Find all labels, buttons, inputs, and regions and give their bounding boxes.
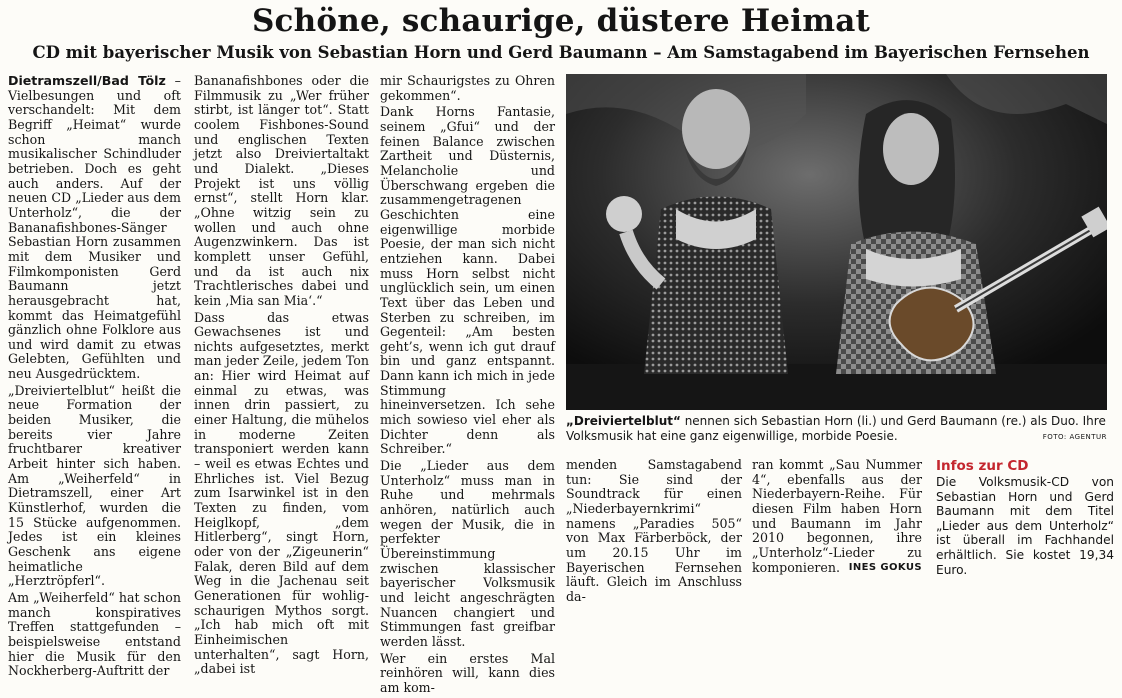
paragraph: mir Schaurigstes zu Ohren gekommen“.: [380, 73, 555, 103]
photo-caption: [566, 414, 1107, 443]
paragraph: ran kommt „Sau Nummer 4“, ebenfalls aus der Niederbayern-Reihe. Für diesen Film haben Horn und Baumann im Jahr 2010 begonnen, ihre „Unterholz“-Lieder zu komponieren. INES GOKUS: [752, 457, 922, 575]
caption-lead: „Dreiviertelblut“: [566, 414, 681, 428]
caption-text: nennen sich Sebastian Horn (li.) und Gerd Baumann (re.) als Duo. Ihre Volksmusik hat eine ganz eigenwillige, morbide Poesie.: [566, 414, 1106, 443]
paragraph: Bananafishbones oder die Filmmusik zu „Wer früher stirbt, ist länger tot“. Statt coolem Fishbones-Sound und englischen Texten jetzt also Dreiviertaltakt und Dialekt. „Dieses Projekt ist uns völlig ernst“, stellt Horn klar. „Ohne witzig sein zu wollen und auch ohne Augenzwinkern. Das ist komplett unser Gefühl, und da ist auch nix Trachtlerisches dabei und kein ‚Mia san Mia‘.“: [194, 73, 369, 308]
info-box-title: Infos zur CD: [936, 458, 1029, 474]
paragraph: Dietramszell/Bad Tölz – Vielbesungen und oft verschandelt: Mit dem Begriff „Heimat“ wurde schon manch musikalischer Schindluder betrieben. Doch es geht auch anders. Auf der neuen CD „Lieder aus dem Unterholz“, die der Bananafishbones-Sänger Sebastian Horn zusammen mit dem Musiker und Filmkomponisten Gerd Baumann jetzt herausgebracht hat, kommt das Heimatgefühl gänzlich ohne Folklore aus und wird damit zu etwas Gelebten, Gefühlten und neu Ausgedrücktem.: [8, 73, 181, 382]
duo-photo-illustration: [566, 74, 1107, 410]
headline: Schöne, schaurige, düstere Heimat: [251, 3, 871, 39]
article-column-1: [8, 74, 181, 681]
article-column-4: [566, 458, 742, 607]
paragraph: Die „Lieder aus dem Unterholz“ muss man in Ruhe und mehrmals anhören, natürlich auch wegen der Musik, die in perfekter Übereinstimmung zwischen klassischer bayerischer Volksmusik und leicht angeschrägten Nuancen changiert und Stimmungen fast greifbar werden lässt.: [380, 458, 555, 649]
paragraph: menden Samstagabend tun: Sie sind der Soundtrack für einen „Niederbayernkrimi“ namens „Paradies 505“ von Max Färberböck, der um 20.15 Uhr im Bayerischen Fernsehen läuft. Gleich im Anschluss da-: [566, 457, 742, 604]
author-byline: INES GOKUS: [848, 561, 922, 573]
subheadline: CD mit bayerischer Musik von Sebastian Horn und Gerd Baumann – Am Samstagabend im Bayerischen Fernsehen: [32, 43, 1090, 62]
article-column-3: [380, 74, 555, 698]
duo-photo: [566, 74, 1107, 410]
paragraph: „Dreiviertelblut“ heißt die neue Formation der beiden Musiker, die bereits vier Jahre fruchtbarer kreativer Arbeit hinter sich haben. Am „Weiherfeld“ in Dietramszell, einer Art Künstlerhof, wurden die 15 Stücke aufgenommen. Jedes ist ein kleines Geschenk ans eigene heimatliche „Herztröpferl“.: [8, 382, 181, 589]
info-box-text: Die Volksmusik-CD von Sebastian Horn und Gerd Baumann mit dem Titel „Lieder aus dem Unterholz“ ist überall im Fachhandel erhältlich. Sie kostet 19,34 Euro.: [936, 475, 1114, 577]
paragraph: Dass das etwas Gewachsenes ist und nichts aufgesetztes, merkt man jeder Zeile, jedem Ton an: Hier wird Heimat auf einmal zu etwas, was innen drin passiert, zu einer Haltung, die mühelos in moderne Zeiten transponiert werden kann – weil es etwas Echtes und Ehrliches ist. Viel Bezug zum Isarwinkel ist in den Texten zu finden, vom Heiglkopf, „dem Hitlerberg“, singt Horn, oder von der „Zigeunerin“ Falak, deren Bild auf dem Weg in die Jachenau seit Generationen für wohlig-schaurigen Mythos sorgt. „Ich hab mich oft mit Einheimischen unterhalten“, sagt Horn, „dabei ist: [194, 309, 369, 677]
article-column-2: [194, 74, 369, 679]
cd-info-box: [936, 458, 1114, 577]
paragraph: Wer ein erstes Mal reinhören will, kann dies am kom-: [380, 650, 555, 695]
dateline: Dietramszell/Bad Tölz: [8, 73, 166, 88]
paragraph: Am „Weiherfeld“ hat schon manch konspiratives Treffen stattgefunden – beispielsweise entstand hier die Musik für den Nockherberg-Auftritt der: [8, 589, 181, 679]
photo-credit: FOTO: AGENTUR: [1042, 433, 1107, 441]
article-column-5: [752, 458, 922, 577]
paragraph: Dank Horns Fantasie, seinem „Gfui“ und der feinen Balance zwischen Zartheit und Düsternis, Melancholie und Überschwang ergeben die zusammengetragenen Geschichten eine eigenwillige morbide Poesie, der man sich nicht entziehen kann. Dabei muss Horn selbst nicht unglücklich sein, um einen Text über das Leben und Sterben zu schreiben, im Gegenteil: „Am besten geht’s, wenn ich gut drauf bin und ganz entspannt. Dann kann ich mich in jede Stimmung hineinversetzen. Ich sehe mich sowieso viel eher als Dichter denn als Schreiber.“: [380, 104, 555, 457]
